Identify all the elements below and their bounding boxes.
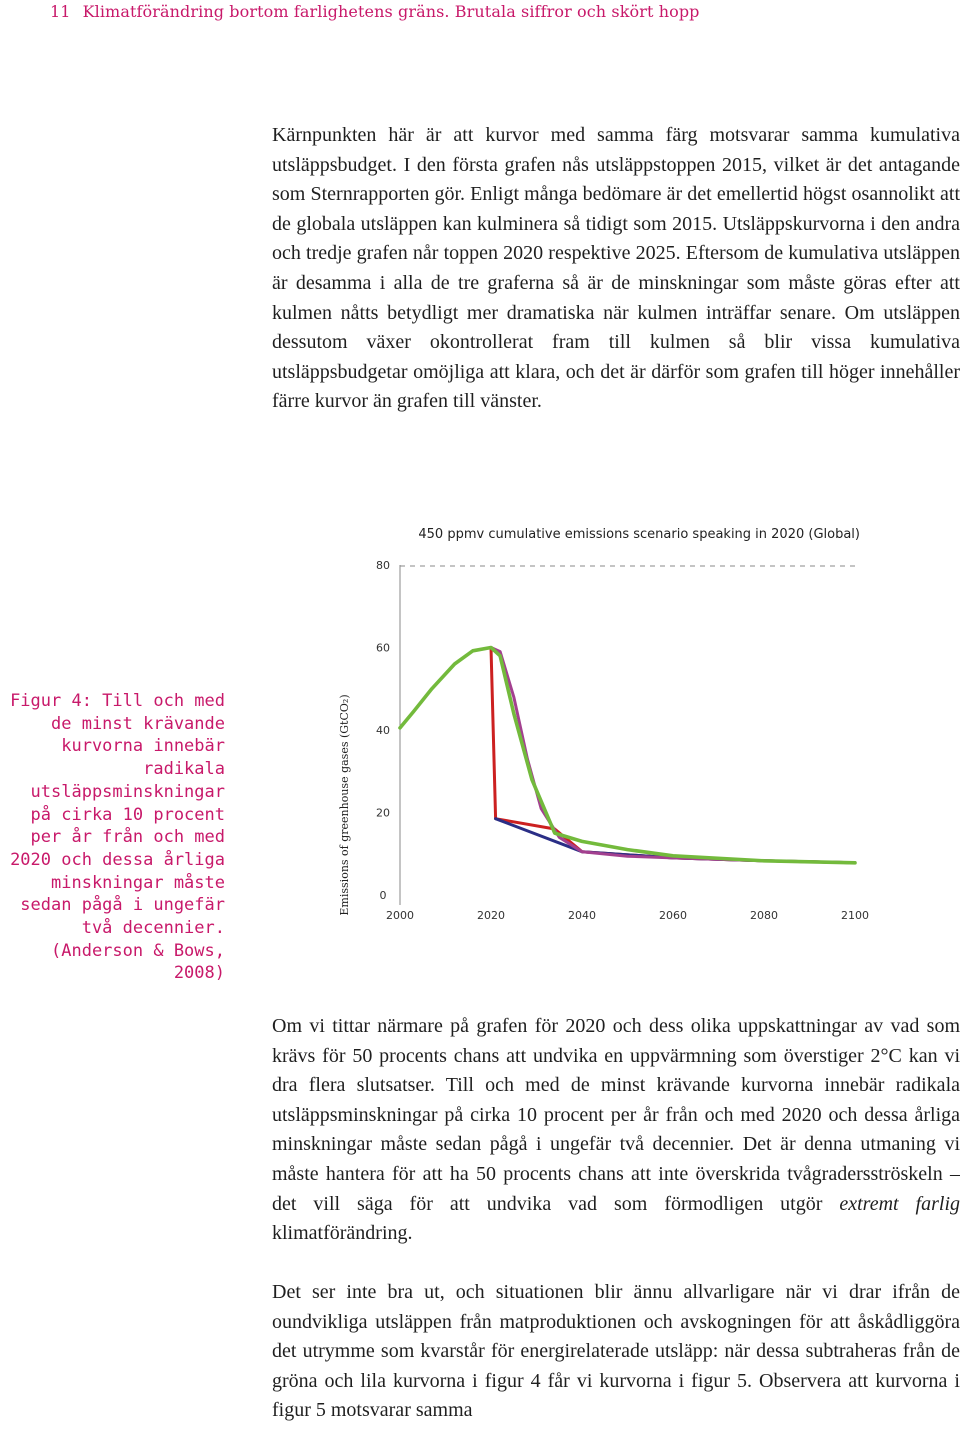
p2-emphasis: extremt farlig (839, 1192, 960, 1215)
series-line-3 (491, 648, 855, 863)
x-tick-label: 2100 (841, 909, 869, 922)
emissions-chart (330, 515, 910, 935)
chart-title: 450 ppmv cumulative emissions scenario speaking in 2020 (Global) (418, 527, 860, 542)
y-ticks (376, 559, 390, 902)
x-ticks (386, 909, 869, 922)
body-paragraph-3: Det ser inte bra ut, och situationen blir ännu allvarligare när vi drar ifrån de oundvikliga utsläppen från matproduktionen och avskogningen för att åskådliggöra det utrymme som kvarstår för energirelaterade utsläpp: när dessa subtraheras från de gröna och lila kurvorna i figur 4 får vi kurvorna i figur 5. Observera att kurvorna i figur 5 motsvarar samma (272, 1281, 960, 1422)
x-tick-label: 2080 (750, 909, 778, 922)
page-number: 11 (50, 2, 71, 21)
p2-text-a: Om vi tittar närmare på grafen för 2020 och dess olika uppskattningar av vad som krävs för 50 procents chans att undvika en uppvärmning som överstiger 2°C kan vi dra flera slutsatser. Till och med de minst krävande kurvorna innebär radikala utsläppsminskningar på cirka 10 procent per år från och med 2020 och dessa årliga minskningar måste sedan pågå i ungefär två decennier. Det är denna utmaning vi måste hantera för att ha 50 procents chans att inte överskrida tvågradersströskeln – det vill säga för att undvika vad som förmodligen utgör (272, 1015, 960, 1215)
series-line-1 (491, 648, 855, 863)
body-paragraph-1: Kärnpunkten här är att kurvor med samma färg motsvarar samma kumulativa utsläppsbudget. I den första grafen nås utsläppstoppen 2015, vilket är det antagande som Sternrapporten gör. Enligt många bedömare är det emellertid högst osannolikt att de globala utsläppen kan kulminera så tidigt som 2015. Utsläppskurvorna i den andra och tredje grafen når toppen 2020 respektive 2025. Eftersom de kumulativa utsläppen är desamma i alla de tre graferna så är de minskningar som måste göras efter att kulmen nåtts betydligt mer dramatiska när kulmen inträffar senare. Om utsläppen dessutom växer okontrollerat fram till kulmen så blir vissa kumulativa utsläppsbudgetar omöjliga att klara, och det är därför som grafen till höger innehåller färre kurvor än grafen till vänster. (272, 124, 960, 413)
y-axis-label: Emissions of greenhouse gases (GtCO₂) (338, 694, 351, 916)
figure-caption: Figur 4: Till och med de minst krävande kurvorna innebär radikala utsläppsminskningar på cirka 10 procent per år från och med 2020 och dessa årliga minskningar måste sedan pågå i ungefär två decennier. (Anderson & Bows, 2008) (10, 691, 225, 984)
y-tick-label: 20 (376, 806, 390, 820)
x-tick-label: 2000 (386, 909, 414, 922)
series-line-4 (400, 648, 855, 863)
y-tick-label: 0 (379, 889, 387, 902)
running-header-title: Klimatförändring bortom farlighetens gräns. Brutala siffror och skört hopp (82, 2, 700, 21)
series-lines (400, 648, 855, 863)
p2-text-b: klimatförändring. (272, 1222, 413, 1245)
body-paragraph-2 (272, 1012, 960, 1249)
x-tick-label: 2020 (477, 909, 505, 922)
running-header (50, 2, 700, 21)
y-tick-label: 60 (376, 641, 390, 655)
x-tick-label: 2060 (659, 909, 687, 922)
y-tick-label: 40 (376, 724, 390, 737)
y-tick-label: 80 (376, 559, 390, 572)
x-tick-label: 2040 (568, 909, 596, 922)
